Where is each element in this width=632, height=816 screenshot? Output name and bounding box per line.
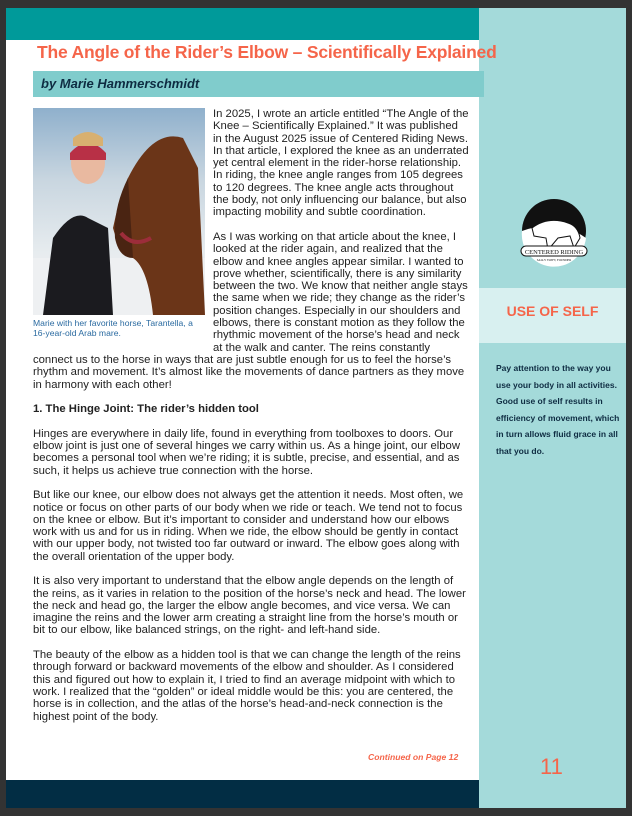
paragraph: It is also very important to understand that the elbow angle depends on the length of the reins, as it varies in relation to the position of the horse’s neck and head. The lower the neck and head go, the larger the elbow angle becomes, and vice versa. We can imagine the reins and the lower arm creating a straight line from the horse’s mouth or bit to our elbow, like balanced strings, on the right- and left-hand side.: [33, 575, 466, 637]
photo-caption: Marie with her favorite horse, Tarantella, a 16-year-old Arab mare.: [33, 318, 193, 338]
magazine-page: [6, 8, 626, 808]
continued-link: Continued on Page 12: [368, 752, 459, 762]
paragraph: Hinges are everywhere in daily life, found in everything from toolboxes to doors. Our elbow joint is just one of several hinges we carry within us. As a hinge joint, our elbow becomes a personal tool when we’re riding; it is subtle, precise, and essential, and as such, it helps us achieve true connection with the horse.: [33, 427, 460, 477]
footer-band: [6, 780, 479, 808]
article-title: The Angle of the Rider’s Elbow – Scientifically Explained: [37, 42, 497, 62]
byline: by Marie Hammerschmidt: [33, 71, 484, 97]
paragraph: The beauty of the elbow as a hidden tool is that we can change the length of the reins through forward or backward movements of the elbow and shoulder. As I considered this and figured out how to explain it, I tried to find an average midpoint with which to work. I realized that the “golden” or ideal middle would be this: you are centered, the horse is in collection, and the atlas of the horse’s head-and-neck connection is the highest point of the body.: [33, 649, 461, 723]
svg-text:SALLY SWIFT, FOUNDER: SALLY SWIFT, FOUNDER: [536, 258, 572, 262]
logo-text: CENTERED RIDING: [524, 249, 584, 256]
paragraph: But like our knee, our elbow does not always get the attention it needs. Most often, we notice or focus on other parts of our body when we ride or teach. We tend not to focus on the knee or elbow. But it’s important to consider and understand how our elbows work with us and for us in riding. When we ride, the elbow should be gently in contact with our upper body, not twisted too far outward or inward. The elbow goes along with the overall orientation of the upper body.: [33, 489, 464, 563]
section-heading: 1. The Hinge Joint: The rider’s hidden tool: [33, 403, 259, 416]
photo-figure: [33, 108, 205, 338]
page-number: 11: [540, 754, 563, 779]
sidebar-heading: USE OF SELF: [479, 288, 626, 343]
rider-horse-photo: [33, 108, 205, 315]
paragraph: As I was working on that article about the knee, I looked at the rider again, and realized that the elbow and knee angles appear similar. I wanted to prove whether, scientifically, there is any similarity between the two. We know that neither angle stays the same when we ride; they change as the rider’s position changes. Especially in our shoulders and elbows, there is constant motion as they follow the rhythmic movement of the horse’s head and neck at the walk and canter. The reins constantly connect us to the horse in ways that are just subtle enough for us to feel the horse’s rhythm and movement. It’s almost like the movements of dance partners as they move in harmony with each other!: [33, 230, 468, 391]
article-body: [33, 108, 469, 735]
paragraph: In 2025, I wrote an article entitled “The Angle of the Knee – Scientifically Explained.” It was published in the August 2025 issue of Centered Riding News. In that article, I explored the knee as an underrated yet central element in the rider-horse relationship. In riding, the knee angle ranges from 105 degrees to 120 degrees. The knee angle acts throughout the body, not only influencing our balance, but also impacting mobility and subtle coordination.: [213, 108, 469, 219]
sidebar-tip: Pay attention to the way you use your body in all activities. Good use of self results in efficiency of movement, which in turn allows fluid grace in all that you do.: [496, 363, 620, 456]
centered-riding-logo: [518, 198, 590, 268]
top-band: [6, 8, 479, 40]
